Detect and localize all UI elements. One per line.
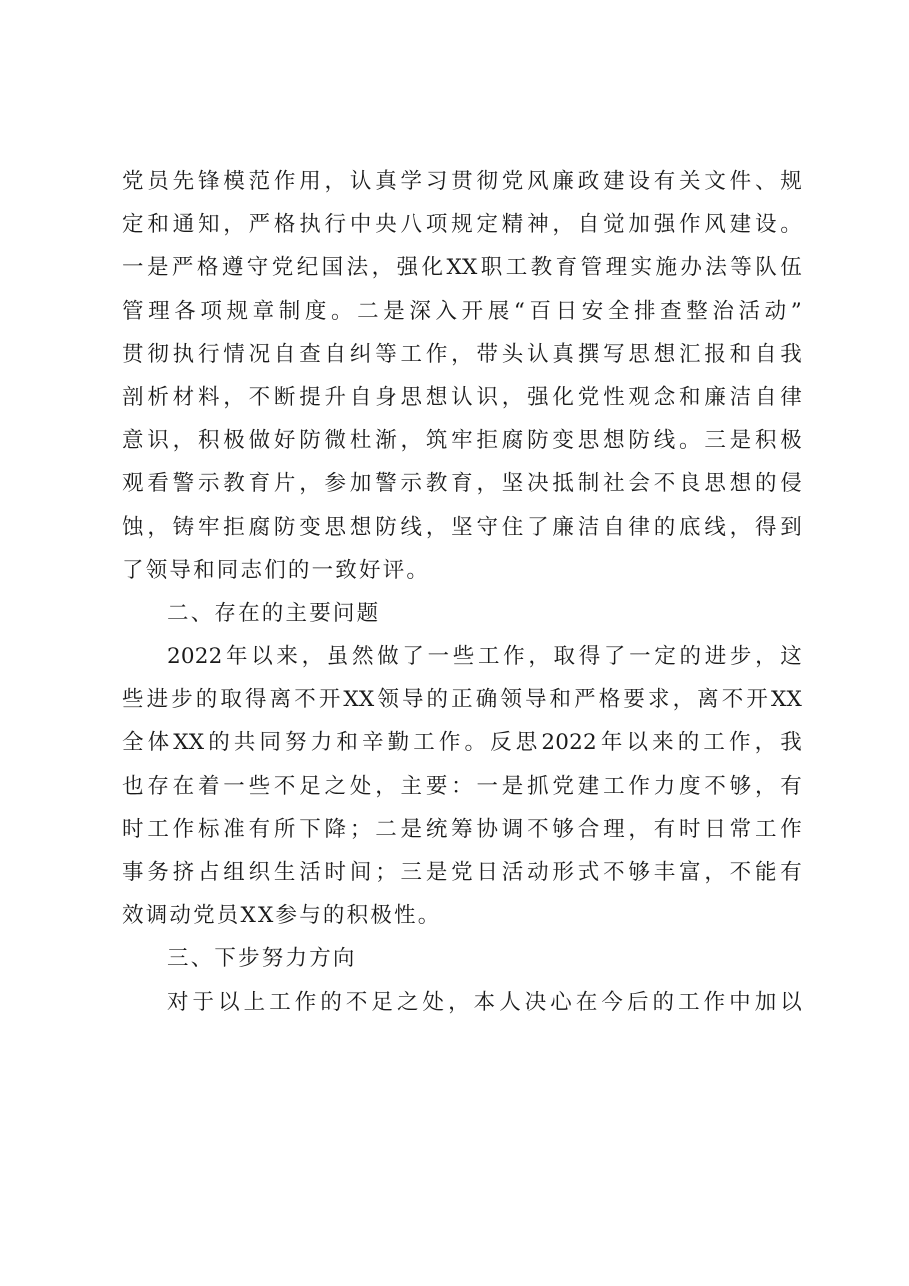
section-heading-2: 二、存在的主要问题 — [167, 600, 381, 626]
paragraph-2-line-1: 2022年以来，虽然做了一些工作，取得了一定的进步，这 — [167, 644, 802, 670]
paragraph-3-line-1: 对于以上工作的不足之处，本人决心在今后的工作中加以 — [167, 989, 802, 1015]
paragraph-3 — [122, 984, 802, 1022]
paragraph-1-line-2: 定和通知，严格执行中央八项规定精神，自觉加强作风建设。 — [122, 212, 802, 238]
paragraph-1-line-10: 了领导和同志们的一致好评。 — [122, 557, 431, 583]
paragraph-1-line-8: 观看警示教育片，参加警示教育，坚决抵制社会不良思想的侵 — [122, 471, 802, 497]
paragraph-2-line-3: 全体XX的共同努力和辛勤工作。反思2022年以来的工作，我 — [122, 730, 802, 756]
paragraph-1-line-3: 一是严格遵守党纪国法，强化XX职工教育管理实施办法等队伍 — [122, 255, 802, 281]
paragraph-2 — [122, 638, 802, 935]
paragraph-1 — [122, 163, 802, 590]
paragraph-1-line-9: 蚀，铸牢拒腐防变思想防线，坚守住了廉洁自律的底线，得到 — [122, 514, 802, 540]
paragraph-1-line-6: 剖析材料，不断提升自身思想认识，强化党性观念和廉洁自律 — [122, 384, 802, 410]
paragraph-1-line-5: 贯彻执行情况自查自纠等工作，带头认真撰写思想汇报和自我 — [122, 341, 802, 367]
section-heading-3: 三、下步努力方向 — [167, 946, 357, 972]
paragraph-1-line-4: 管理各项规章制度。二是深入开展“百日安全排查整治活动” — [122, 298, 802, 324]
paragraph-2-line-5: 时工作标准有所下降；二是统筹协调不够合理，有时日常工作 — [122, 816, 802, 842]
paragraph-2-line-6: 事务挤占组织生活时间；三是党日活动形式不够丰富，不能有 — [122, 860, 802, 885]
paragraph-2-line-2: 些进步的取得离不开XX领导的正确领导和严格要求，离不开XX — [122, 687, 802, 713]
document-body — [122, 163, 802, 1027]
paragraph-1-line-1: 党员先锋模范作用，认真学习贯彻党风廉政建设有关文件、规 — [122, 169, 802, 194]
paragraph-1-line-7: 意识，积极做好防微杜渐，筑牢拒腐防变思想防线。三是积极 — [122, 428, 802, 454]
paragraph-2-line-7: 效调动党员XX参与的积极性。 — [122, 903, 442, 929]
paragraph-2-line-4: 也存在着一些不足之处，主要：一是抓党建工作力度不够，有 — [122, 773, 802, 799]
